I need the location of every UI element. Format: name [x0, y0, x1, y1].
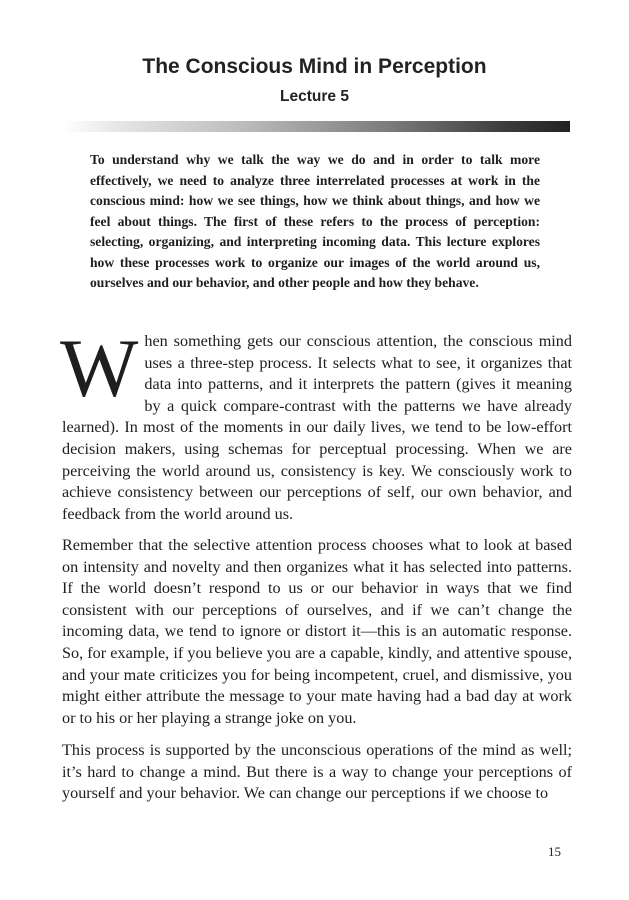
drop-cap: W	[60, 322, 139, 414]
body-paragraph-2: Remember that the selective attention process chooses what to look at based on intensity and novelty and then organizes what it has selected into patterns. If the world doesn’t respond to us or our behavior in ways that we find consistent with our perceptions of ourselves, and if we can’t change the incoming data, we tend to ignore or distort it—this is an automatic response. So, for example, if you believe you are a capable, kindly, and attentive spouse, and your mate criticizes you for being incompetent, cruel, and dismissive, you might either attribute the message to your mate having had a bad day at work or to his or her playing a strange joke on you.	[62, 536, 572, 727]
lecture-subtitle: Lecture 5	[280, 88, 349, 105]
body-paragraph-1	[60, 322, 572, 525]
page-number: 15	[548, 844, 561, 859]
gradient-divider	[62, 121, 570, 132]
lecture-abstract: To understand why we talk the way we do and in order to talk more effectively, we need to analyze three interrelated processes at work in the conscious mind: how we see things, how we think about things, and how we feel about things. The first of these refers to the process of perception: selecting, organizing, and interpreting incoming data. This lecture explores how these processes work to organize our images of the world around us, ourselves and our behavior, and other people and how they behave.	[90, 152, 540, 290]
body-paragraph-1-text: hen something gets our conscious attention, the conscious mind uses a three-step process. It selects what to see, it organizes that data into patterns, and it interprets the pattern (gives it meaning by a quick compare-contrast with the patterns we have already learned). In most of the moments in our daily lives, we tend to be low-effort decision makers, using schemas for perceptual processing. When we are perceiving the world around us, consistency is key. We consciously work to achieve consistency between our perceptions of self, our own behavior, and feedback from the world around us.	[62, 332, 572, 523]
body-paragraph-3: This process is supported by the unconscious operations of the mind as well; it’s hard to change a mind. But there is a way to change your perceptions of yourself and your behavior. We can change our perceptions if we choose to	[62, 741, 572, 803]
page-title: The Conscious Mind in Perception	[142, 55, 487, 78]
